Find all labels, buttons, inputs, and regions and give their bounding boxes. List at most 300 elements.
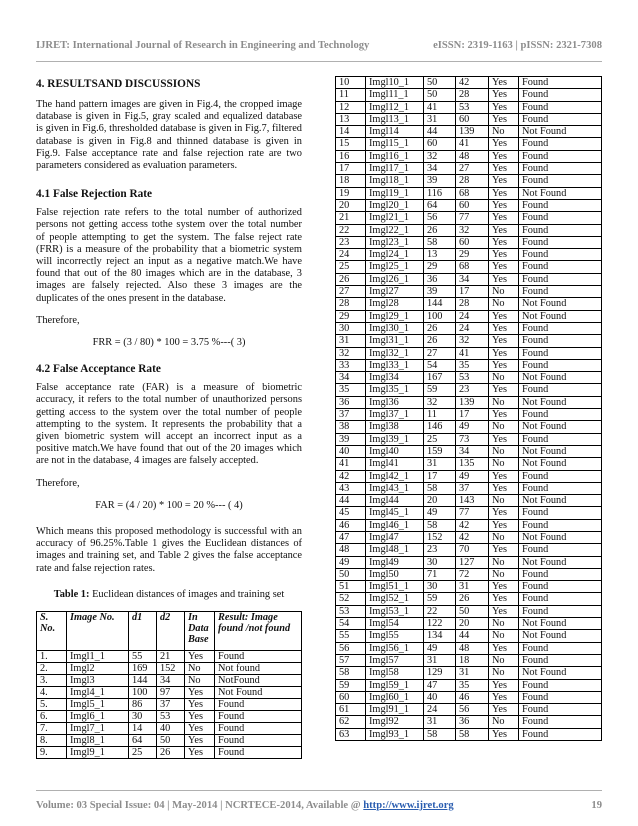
table-cell: Yes xyxy=(489,249,519,261)
table-cell: Yes xyxy=(489,199,519,211)
table-cell: 4. xyxy=(37,687,67,699)
table-cell: 40 xyxy=(424,691,456,703)
table-cell: 43 xyxy=(336,482,366,494)
table-1-header-row xyxy=(37,612,302,651)
table-cell: 32 xyxy=(424,396,456,408)
table-cell: 11 xyxy=(424,409,456,421)
table-row xyxy=(336,421,602,433)
table-cell: Imgl51_1 xyxy=(366,581,424,593)
table-1-continued-body xyxy=(336,77,602,741)
table-cell: Imgl45_1 xyxy=(366,507,424,519)
table-1-body xyxy=(37,651,302,759)
table-cell: Imgl35_1 xyxy=(366,384,424,396)
table-row xyxy=(336,187,602,199)
table-row xyxy=(336,605,602,617)
table-cell: Yes xyxy=(185,747,215,759)
table-1-header-cell: In Data Base xyxy=(185,612,215,651)
table-cell: Imgl91_1 xyxy=(366,704,424,716)
table-cell: 26 xyxy=(424,224,456,236)
table-row xyxy=(336,224,602,236)
table-cell: Found xyxy=(519,236,602,248)
table-row xyxy=(336,470,602,482)
table-cell: Found xyxy=(215,711,302,723)
table-cell: Imgl12_1 xyxy=(366,101,424,113)
table-cell: Found xyxy=(519,728,602,740)
table-cell: No xyxy=(489,126,519,138)
table-cell: Found xyxy=(519,642,602,654)
table-cell: 59 xyxy=(424,384,456,396)
table-cell: 26 xyxy=(157,747,185,759)
table-row xyxy=(336,347,602,359)
table-cell: 3. xyxy=(37,675,67,687)
table-cell: Yes xyxy=(489,519,519,531)
table-cell: Yes xyxy=(489,175,519,187)
table-cell: No xyxy=(489,716,519,728)
table-row xyxy=(336,618,602,630)
table-1-caption xyxy=(36,589,302,601)
table-cell: 36 xyxy=(456,716,489,728)
table-row xyxy=(336,310,602,322)
table-cell: 139 xyxy=(456,126,489,138)
table-cell: Yes xyxy=(489,679,519,691)
table-cell: 56 xyxy=(424,212,456,224)
table-cell: 24 xyxy=(424,704,456,716)
table-cell: Found xyxy=(519,89,602,101)
table-cell: 62 xyxy=(336,716,366,728)
table-cell: 77 xyxy=(456,507,489,519)
table-cell: Yes xyxy=(489,224,519,236)
table-cell: Yes xyxy=(489,507,519,519)
table-cell: Found xyxy=(519,409,602,421)
table-cell: 58 xyxy=(424,519,456,531)
table-cell: 49 xyxy=(456,470,489,482)
table-cell: 31 xyxy=(336,335,366,347)
table-cell: Found xyxy=(519,470,602,482)
table-row xyxy=(336,77,602,89)
table-cell: Found xyxy=(519,568,602,580)
section-4-2-title: 4.2 False Acceptance Rate xyxy=(36,363,161,376)
table-cell: 59 xyxy=(424,593,456,605)
running-footer xyxy=(36,800,602,816)
table-cell: Yes xyxy=(489,113,519,125)
table-row xyxy=(336,101,602,113)
table-cell: Yes xyxy=(489,163,519,175)
table-cell: Imgl25_1 xyxy=(366,261,424,273)
table-cell: No xyxy=(489,667,519,679)
table-cell: Found xyxy=(519,544,602,556)
section-4-paragraph: The hand pattern images are given in Fig.4, the cropped image database is given in Fig.5, gray scaled and equalized database is given in Fig.6, thresholded database is given in Fig.7, filtered database is given in Fig.8 and thinned database is given in Fig.9. False acceptance rate and false rejection rate are two parameters considered as evaluation parameters. xyxy=(36,99,302,172)
table-cell: 6. xyxy=(37,711,67,723)
table-cell: Found xyxy=(519,384,602,396)
table-cell: 86 xyxy=(129,699,157,711)
table-cell: Yes xyxy=(489,187,519,199)
table-cell: Yes xyxy=(489,605,519,617)
table-cell: 27 xyxy=(456,163,489,175)
footer-url-link[interactable]: http://www.ijret.org xyxy=(363,800,454,811)
table-cell: 55 xyxy=(336,630,366,642)
table-row xyxy=(336,199,602,211)
table-row xyxy=(336,150,602,162)
table-cell: Found xyxy=(519,212,602,224)
table-cell: Found xyxy=(519,150,602,162)
table-cell: 26 xyxy=(456,593,489,605)
table-cell: 39 xyxy=(424,175,456,187)
table-cell: 16 xyxy=(336,150,366,162)
table-cell: 42 xyxy=(336,470,366,482)
table-cell: 61 xyxy=(336,704,366,716)
table-row xyxy=(336,704,602,716)
table-cell: 49 xyxy=(424,507,456,519)
table-cell: 44 xyxy=(336,495,366,507)
footer-info xyxy=(36,800,454,816)
table-cell: Imgl31_1 xyxy=(366,335,424,347)
table-cell: 7. xyxy=(37,723,67,735)
table-cell: 122 xyxy=(424,618,456,630)
table-cell: Imgl30_1 xyxy=(366,322,424,334)
left-column xyxy=(36,78,302,759)
table-cell: 45 xyxy=(336,507,366,519)
table-cell: No xyxy=(489,396,519,408)
therefore-text-1: Therefore, xyxy=(36,314,80,326)
table-cell: 36 xyxy=(424,273,456,285)
table-cell: Found xyxy=(519,113,602,125)
table-cell: 14 xyxy=(336,126,366,138)
table-cell: 116 xyxy=(424,187,456,199)
table-row xyxy=(336,249,602,261)
table-cell: Imgl5_1 xyxy=(67,699,129,711)
table-cell: 50 xyxy=(424,89,456,101)
table-row xyxy=(336,335,602,347)
table-cell: 53 xyxy=(336,605,366,617)
table-cell: 34 xyxy=(456,445,489,457)
table-cell: 146 xyxy=(424,421,456,433)
table-cell: 29 xyxy=(424,261,456,273)
section-4-title: 4. RESULTSAND DISCUSSIONS xyxy=(36,78,201,90)
table-cell: No xyxy=(185,675,215,687)
table-cell: Found xyxy=(519,347,602,359)
table-cell: Yes xyxy=(489,150,519,162)
table-cell: 73 xyxy=(456,433,489,445)
table-cell: 31 xyxy=(424,654,456,666)
table-cell: Imgl53_1 xyxy=(366,605,424,617)
table-row xyxy=(37,723,302,735)
table-cell: Found xyxy=(519,286,602,298)
table-cell: 57 xyxy=(336,654,366,666)
table-cell: Yes xyxy=(185,711,215,723)
table-cell: Not Found xyxy=(519,298,602,310)
table-cell: Found xyxy=(519,581,602,593)
table-cell: Yes xyxy=(489,593,519,605)
table-cell: 41 xyxy=(336,458,366,470)
table-row xyxy=(336,716,602,728)
table-cell: 20 xyxy=(424,495,456,507)
table-cell: 42 xyxy=(456,77,489,89)
table-cell: 11 xyxy=(336,89,366,101)
table-cell: No xyxy=(489,568,519,580)
table-cell: 58 xyxy=(424,236,456,248)
table-cell: Not Found xyxy=(519,445,602,457)
table-cell: Imgl16_1 xyxy=(366,150,424,162)
table-cell: 28 xyxy=(456,298,489,310)
table-cell: 19 xyxy=(336,187,366,199)
table-cell: Found xyxy=(519,679,602,691)
table-cell: Imgl29_1 xyxy=(366,310,424,322)
table-cell: Found xyxy=(519,138,602,150)
table-cell: Not Found xyxy=(519,126,602,138)
table-cell: Imgl41 xyxy=(366,458,424,470)
table-cell: 17 xyxy=(336,163,366,175)
table-cell: 39 xyxy=(336,433,366,445)
table-cell: 32 xyxy=(424,150,456,162)
table-cell: Imgl8_1 xyxy=(67,735,129,747)
table-cell: Found xyxy=(519,101,602,113)
table-row xyxy=(336,396,602,408)
table-cell: Not Found xyxy=(519,630,602,642)
table-cell: 56 xyxy=(336,642,366,654)
table-row xyxy=(37,699,302,711)
table-cell: Yes xyxy=(489,89,519,101)
table-cell: Yes xyxy=(489,433,519,445)
table-cell: 23 xyxy=(456,384,489,396)
table-row xyxy=(336,679,602,691)
table-cell: Yes xyxy=(489,691,519,703)
table-row xyxy=(336,691,602,703)
table-cell: Imgl34 xyxy=(366,372,424,384)
table-cell: 46 xyxy=(336,519,366,531)
table-cell: 60 xyxy=(456,199,489,211)
table-cell: 5. xyxy=(37,699,67,711)
table-row xyxy=(336,556,602,568)
table-cell: Found xyxy=(519,716,602,728)
table-cell: 40 xyxy=(336,445,366,457)
table-cell: Imgl10_1 xyxy=(366,77,424,89)
table-cell: Found xyxy=(215,651,302,663)
table-cell: Imgl18_1 xyxy=(366,175,424,187)
table-cell: Found xyxy=(519,433,602,445)
table-cell: No xyxy=(489,298,519,310)
table-row xyxy=(336,113,602,125)
table-cell: Not Found xyxy=(519,556,602,568)
table-cell: 24 xyxy=(456,322,489,334)
table-cell: 52 xyxy=(336,593,366,605)
table-cell: Yes xyxy=(489,236,519,248)
table-cell: 23 xyxy=(424,544,456,556)
table-cell: Imgl21_1 xyxy=(366,212,424,224)
table-cell: 30 xyxy=(424,556,456,568)
table-cell: No xyxy=(489,618,519,630)
table-cell: 37 xyxy=(157,699,185,711)
table-cell: Not Found xyxy=(215,687,302,699)
table-row xyxy=(336,175,602,187)
table-cell: 32 xyxy=(336,347,366,359)
table-cell: Yes xyxy=(489,101,519,113)
table-row xyxy=(336,568,602,580)
table-1-continued xyxy=(335,76,602,741)
table-cell: Imgl39_1 xyxy=(366,433,424,445)
frr-equation: FRR = (3 / 80) * 100 = 3.75 %---( 3) xyxy=(92,337,246,349)
table-cell: 49 xyxy=(424,642,456,654)
table-row xyxy=(336,507,602,519)
table-cell: 63 xyxy=(336,728,366,740)
table-cell: Not Found xyxy=(519,372,602,384)
table-cell: 17 xyxy=(424,470,456,482)
table-cell: 58 xyxy=(456,728,489,740)
table-row xyxy=(336,298,602,310)
table-cell: Imgl92 xyxy=(366,716,424,728)
table-row xyxy=(336,458,602,470)
table-cell: 1. xyxy=(37,651,67,663)
table-cell: 34 xyxy=(424,163,456,175)
table-row xyxy=(336,273,602,285)
table-1-caption-text: Euclidean distances of images and training set xyxy=(89,588,285,600)
table-cell: 38 xyxy=(336,421,366,433)
table-cell: 31 xyxy=(456,581,489,593)
table-cell: 26 xyxy=(424,335,456,347)
table-cell: 152 xyxy=(157,663,185,675)
table-cell: 40 xyxy=(157,723,185,735)
table-cell: 47 xyxy=(424,679,456,691)
table-cell: No xyxy=(489,421,519,433)
table-cell: 15 xyxy=(336,138,366,150)
table-cell: Imgl6_1 xyxy=(67,711,129,723)
table-cell: 53 xyxy=(456,372,489,384)
table-row xyxy=(37,675,302,687)
table-cell: 20 xyxy=(456,618,489,630)
table-cell: No xyxy=(185,663,215,675)
table-cell: Yes xyxy=(489,212,519,224)
table-cell: 44 xyxy=(424,126,456,138)
table-cell: 32 xyxy=(456,224,489,236)
table-cell: 100 xyxy=(424,310,456,322)
table-cell: 41 xyxy=(456,347,489,359)
table-cell: 48 xyxy=(456,642,489,654)
table-cell: 29 xyxy=(456,249,489,261)
table-cell: Not Found xyxy=(519,396,602,408)
table-row xyxy=(336,236,602,248)
table-row xyxy=(336,654,602,666)
table-cell: Imgl55 xyxy=(366,630,424,642)
table-cell: Not Found xyxy=(519,310,602,322)
table-cell: Found xyxy=(519,224,602,236)
table-cell: 39 xyxy=(424,286,456,298)
table-cell: 50 xyxy=(424,77,456,89)
table-cell: 56 xyxy=(456,704,489,716)
table-cell: 20 xyxy=(336,199,366,211)
table-cell: 30 xyxy=(424,581,456,593)
table-cell: Yes xyxy=(185,687,215,699)
table-cell: 64 xyxy=(129,735,157,747)
far-equation: FAR = (4 / 20) * 100 = 20 %--- ( 4) xyxy=(95,499,243,511)
table-row xyxy=(336,433,602,445)
table-cell: Found xyxy=(215,699,302,711)
table-cell: 127 xyxy=(456,556,489,568)
table-cell: Imgl32_1 xyxy=(366,347,424,359)
table-row xyxy=(336,372,602,384)
table-row xyxy=(336,482,602,494)
table-cell: Yes xyxy=(489,138,519,150)
table-cell: 24 xyxy=(456,310,489,322)
table-cell: Found xyxy=(519,322,602,334)
table-cell: Imgl9_1 xyxy=(67,747,129,759)
table-cell: 48 xyxy=(336,544,366,556)
table-cell: Found xyxy=(519,261,602,273)
table-cell: Imgl48_1 xyxy=(366,544,424,556)
table-cell: 50 xyxy=(157,735,185,747)
table-row xyxy=(37,687,302,699)
table-cell: 139 xyxy=(456,396,489,408)
table-cell: Imgl44 xyxy=(366,495,424,507)
table-cell: 17 xyxy=(456,286,489,298)
table-cell: 21 xyxy=(157,651,185,663)
table-cell: 48 xyxy=(456,150,489,162)
table-cell: 41 xyxy=(424,101,456,113)
table-cell: 8. xyxy=(37,735,67,747)
table-cell: 31 xyxy=(424,458,456,470)
table-cell: 51 xyxy=(336,581,366,593)
table-row xyxy=(336,593,602,605)
table-cell: Imgl58 xyxy=(366,667,424,679)
table-cell: 14 xyxy=(129,723,157,735)
table-cell: 37 xyxy=(456,482,489,494)
table-cell: Yes xyxy=(185,723,215,735)
table-row xyxy=(336,322,602,334)
table-cell: No xyxy=(489,556,519,568)
table-cell: No xyxy=(489,286,519,298)
table-cell: 64 xyxy=(424,199,456,211)
table-cell: Imgl60_1 xyxy=(366,691,424,703)
table-cell: Found xyxy=(519,163,602,175)
table-cell: 25 xyxy=(424,433,456,445)
table-cell: Yes xyxy=(489,581,519,593)
table-cell: 21 xyxy=(336,212,366,224)
table-cell: 53 xyxy=(157,711,185,723)
table-row xyxy=(37,711,302,723)
table-cell: Found xyxy=(519,359,602,371)
table-cell: No xyxy=(489,458,519,470)
table-cell: 28 xyxy=(456,175,489,187)
table-cell: Imgl54 xyxy=(366,618,424,630)
table-cell: Found xyxy=(519,249,602,261)
table-row xyxy=(37,735,302,747)
table-cell: 50 xyxy=(456,605,489,617)
table-cell: Yes xyxy=(185,699,215,711)
table-row xyxy=(336,519,602,531)
table-cell: 42 xyxy=(456,519,489,531)
table-cell: Imgl47 xyxy=(366,531,424,543)
table-cell: 159 xyxy=(424,445,456,457)
table-cell: 167 xyxy=(424,372,456,384)
table-cell: Yes xyxy=(489,384,519,396)
table-cell: 31 xyxy=(456,667,489,679)
table-cell: Imgl13_1 xyxy=(366,113,424,125)
table-cell: Found xyxy=(519,519,602,531)
table-cell: No xyxy=(489,495,519,507)
table-cell: Yes xyxy=(489,704,519,716)
table-row xyxy=(336,495,602,507)
table-row xyxy=(336,667,602,679)
table-cell: 144 xyxy=(424,298,456,310)
table-cell: 18 xyxy=(336,175,366,187)
table-cell: Not Found xyxy=(519,458,602,470)
table-cell: Imgl37_1 xyxy=(366,409,424,421)
footer-divider xyxy=(36,790,602,791)
table-cell: Not Found xyxy=(519,187,602,199)
table-row xyxy=(336,630,602,642)
table-cell: 37 xyxy=(336,409,366,421)
table-cell: 135 xyxy=(456,458,489,470)
table-cell: 54 xyxy=(424,359,456,371)
table-cell: Imgl14 xyxy=(366,126,424,138)
